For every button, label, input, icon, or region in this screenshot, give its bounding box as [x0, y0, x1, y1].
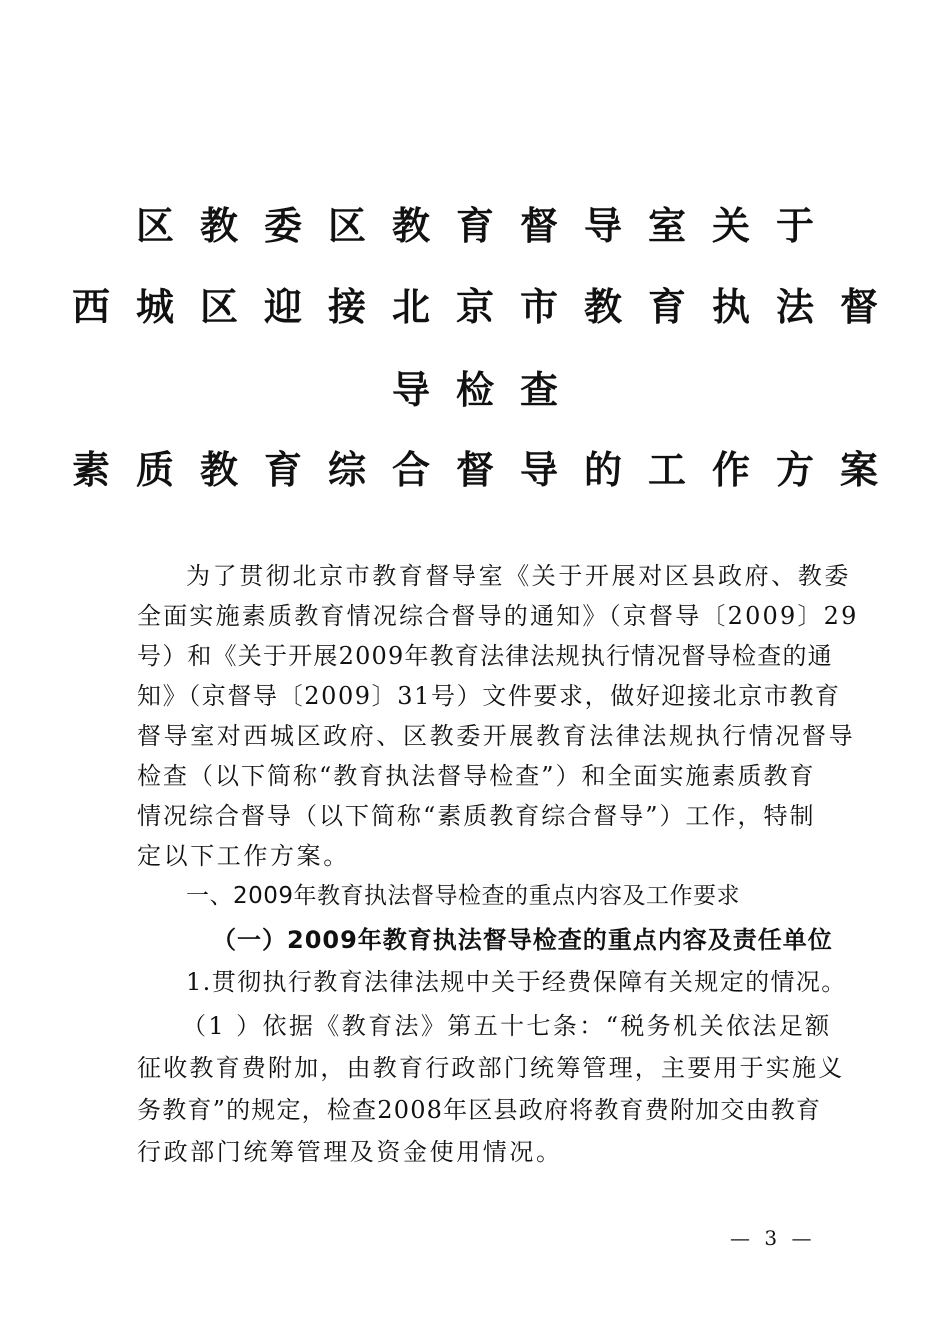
intro-line-8: 定以下工作方案。: [137, 842, 350, 870]
title-line-1: 区教委区教育督导室关于: [135, 204, 840, 248]
intro-line-4: 知》（京督导〔2009〕31号）文件要求，做好迎接北京市教育: [137, 682, 841, 710]
intro-line-3: 号）和《关于开展2009年教育法律法规执行情况督导检查的通: [137, 642, 833, 670]
title-line-3: 导检查: [391, 368, 584, 412]
page-number: — 3 —: [730, 1226, 816, 1250]
title-line-4: 素质教育综合督导的工作方案: [71, 448, 904, 492]
item-1: 1.贯彻执行教育法律法规中关于经费保障有关规定的情况。: [186, 968, 847, 996]
title-line-2: 西城区迎接北京市教育执法督: [71, 285, 904, 329]
intro-line-6: 检查（以下简称“教育执法督导检查”）和全面实施素质教育: [137, 762, 816, 790]
intro-line-5: 督导室对西城区政府、区教委开展教育法律法规执行情况督导: [137, 722, 856, 750]
intro-line-1: 为了贯彻北京市教育督导室《关于开展对区县政府、教委: [186, 562, 851, 590]
item-1-sub-line-3: 务教育”的规定，检查2008年区县政府将教育费附加交由教育: [137, 1096, 822, 1124]
intro-line-2: 全面实施素质教育情况综合督导的通知》（京督导〔2009〕29: [137, 602, 859, 630]
section-1-heading: 一、2009年教育执法督导检查的重点内容及工作要求: [186, 883, 741, 909]
item-1-sub-line-2: 征收教育费附加，由教育行政部门统筹管理，主要用于实施义: [137, 1054, 845, 1082]
intro-line-7: 情况综合督导（以下简称“素质教育综合督导”）工作，特制: [137, 802, 816, 830]
item-1-sub-line-4: 行政部门统筹管理及资金使用情况。: [137, 1138, 563, 1166]
section-1-sub-heading: （一）2009年教育执法督导检查的重点内容及责任单位: [212, 926, 833, 954]
item-1-sub-line-1: （1 ）依据《教育法》第五十七条：“税务机关依法足额: [182, 1012, 832, 1040]
